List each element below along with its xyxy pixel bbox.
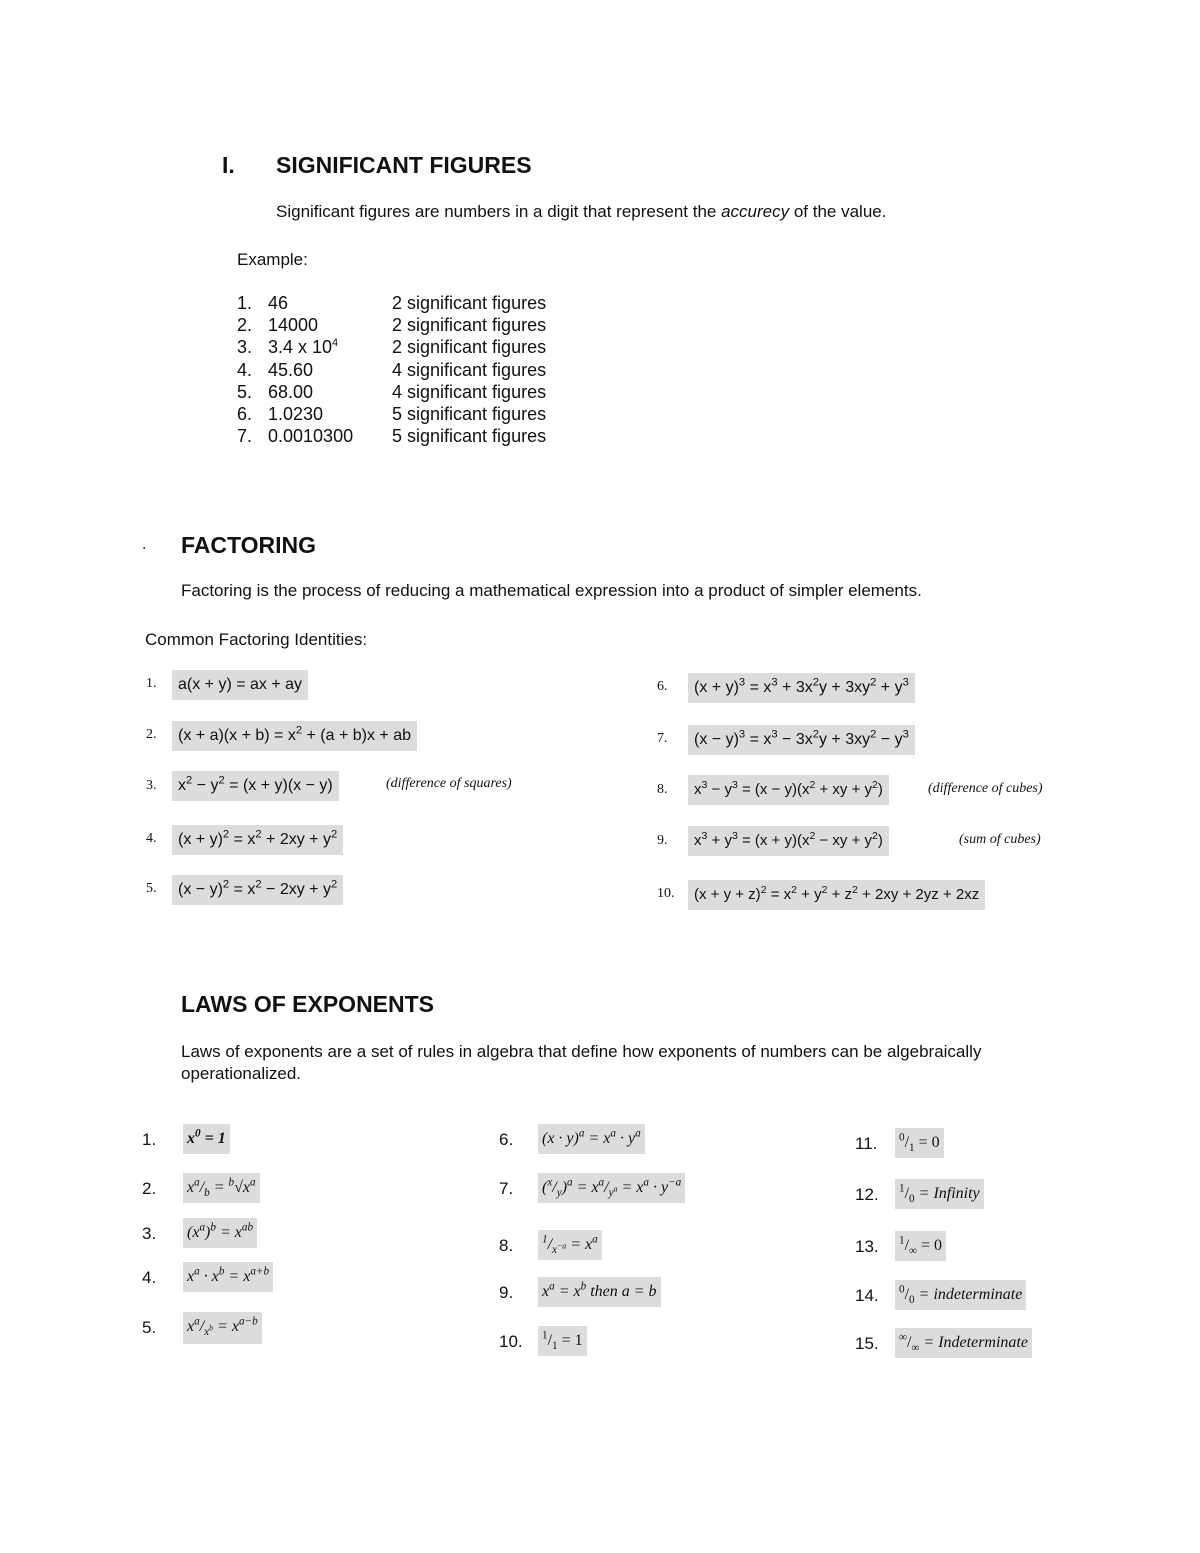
formula-note: (sum of cubes) xyxy=(959,832,1041,847)
item-number: 3. xyxy=(146,778,157,793)
item-number: 15. xyxy=(855,1334,879,1353)
item-number: 7. xyxy=(499,1179,514,1198)
item-number: 13. xyxy=(855,1237,879,1256)
section-title: LAWS OF EXPONENTS xyxy=(181,991,435,1017)
item-number: 1. xyxy=(142,1130,157,1149)
item-number: 9. xyxy=(499,1283,514,1302)
item-number: 8. xyxy=(499,1236,514,1255)
formula-note: (difference of cubes) xyxy=(928,781,1043,796)
section-definition-line2: operationalized. xyxy=(181,1064,302,1083)
factoring-formula: a(x + y) = ax + ay xyxy=(172,670,308,700)
factoring-formula: $x^3 + y^3 = (x + y)(x^2$ − xy + $y^2$) xyxy=(688,826,889,856)
item-number: 6. xyxy=(499,1130,514,1149)
exponent-formula: $x^a \cdot x^b = x^{a+b}$ xyxy=(183,1262,273,1292)
item-number: 14. xyxy=(855,1286,879,1305)
exponent-formula: $(x^a)^b = x^{ab}$ xyxy=(183,1218,257,1248)
exponent-formula: $(^x/_y)^a = x^a/_{y^a} = x^a \cdot y^{-a}$ xyxy=(538,1173,685,1203)
section-definition-line1: Laws of exponents are a set of rules in algebra that define how exponents of numbers can be algebraically xyxy=(181,1042,982,1061)
item-number: 2. xyxy=(146,727,157,742)
formula-note: (difference of squares) xyxy=(386,776,512,791)
exponent-formula: $x^a/_b = ^b√x^a$ xyxy=(183,1173,260,1203)
section-numeral: . xyxy=(142,536,147,553)
exponent-formula: $^0/_1 = 0$ xyxy=(895,1128,944,1158)
exponent-formula: $^1/_0$ = Infinity xyxy=(895,1179,984,1209)
section-definition: Significant figures are numbers in a digit that represent the accurecy of the value. xyxy=(276,202,887,221)
item-number: 6. xyxy=(657,679,668,694)
exponent-formula: $(x \cdot y)^a = x^a \cdot y^a$ xyxy=(538,1124,645,1154)
exponent-formula: $^0/_0$ = indeterminate xyxy=(895,1280,1026,1310)
factoring-formula: $x^3 - y^3 = (x - y)(x^2$ + xy + $y^2$) xyxy=(688,775,889,805)
exponent-formula: $x^a/_{x^b} = x^{a-b}$ xyxy=(183,1312,262,1344)
item-number: 10. xyxy=(499,1332,523,1351)
item-number: 12. xyxy=(855,1185,879,1204)
section-title: SIGNIFICANT FIGURES xyxy=(276,152,532,178)
factoring-formula: $(x + y)^3 = x^3 + 3x^2y + 3xy^2 + y^3$ xyxy=(688,673,915,703)
item-number: 8. xyxy=(657,782,668,797)
factoring-formula: $x^2 - y^2 = (x + y)(x - y)$ xyxy=(172,771,339,801)
exponent-formula: $x^a = x^b$ then a = b xyxy=(538,1277,661,1307)
factoring-formula: $(x - y)^2 = x^2 - 2xy + y^2$ xyxy=(172,875,343,905)
item-number: 5. xyxy=(142,1318,157,1337)
section-title: FACTORING xyxy=(181,532,317,558)
item-number: 11. xyxy=(855,1134,878,1153)
item-number: 7. xyxy=(657,731,668,746)
factoring-formula: $(x + a)(x + b) = x^2 + (a + b)x$ + ab xyxy=(172,721,417,751)
section-definition: Factoring is the process of reducing a mathematical expression into a product of simpler elements. xyxy=(181,581,922,600)
exponent-formula: $^\infty/_\infty$ = Indeterminate xyxy=(895,1328,1032,1358)
item-number: 9. xyxy=(657,833,668,848)
factoring-formula: $(x + y + z)^2 = x^2 + y^2 + z^2 + 2xy + 2yz + 2xz$ xyxy=(688,880,985,910)
example-label: Example: xyxy=(237,250,308,269)
item-number: 4. xyxy=(146,831,157,846)
item-number: 2. xyxy=(142,1179,157,1198)
exponent-formula: $x^0 = 1$ xyxy=(183,1124,230,1154)
item-number: 10. xyxy=(657,886,675,901)
exponent-formula: $^1/_1 = 1$ xyxy=(538,1326,587,1356)
factoring-formula: $(x + y)^2 = x^2 + 2xy + y^2$ xyxy=(172,825,343,855)
item-number: 5. xyxy=(146,881,157,896)
identities-label: Common Factoring Identities: xyxy=(145,630,368,649)
item-number: 4. xyxy=(142,1268,157,1287)
item-number: 1. xyxy=(146,676,157,691)
exponent-formula: $^1/_\infty = 0$ xyxy=(895,1231,946,1261)
item-number: 3. xyxy=(142,1224,157,1243)
section-numeral: I. xyxy=(222,152,235,178)
factoring-formula: $(x - y)^3 = x^3 - 3x^2y + 3xy^2 - y^3$ xyxy=(688,725,915,755)
exponent-formula: $^1/_{x^{-a}} = x^a$ xyxy=(538,1230,602,1260)
